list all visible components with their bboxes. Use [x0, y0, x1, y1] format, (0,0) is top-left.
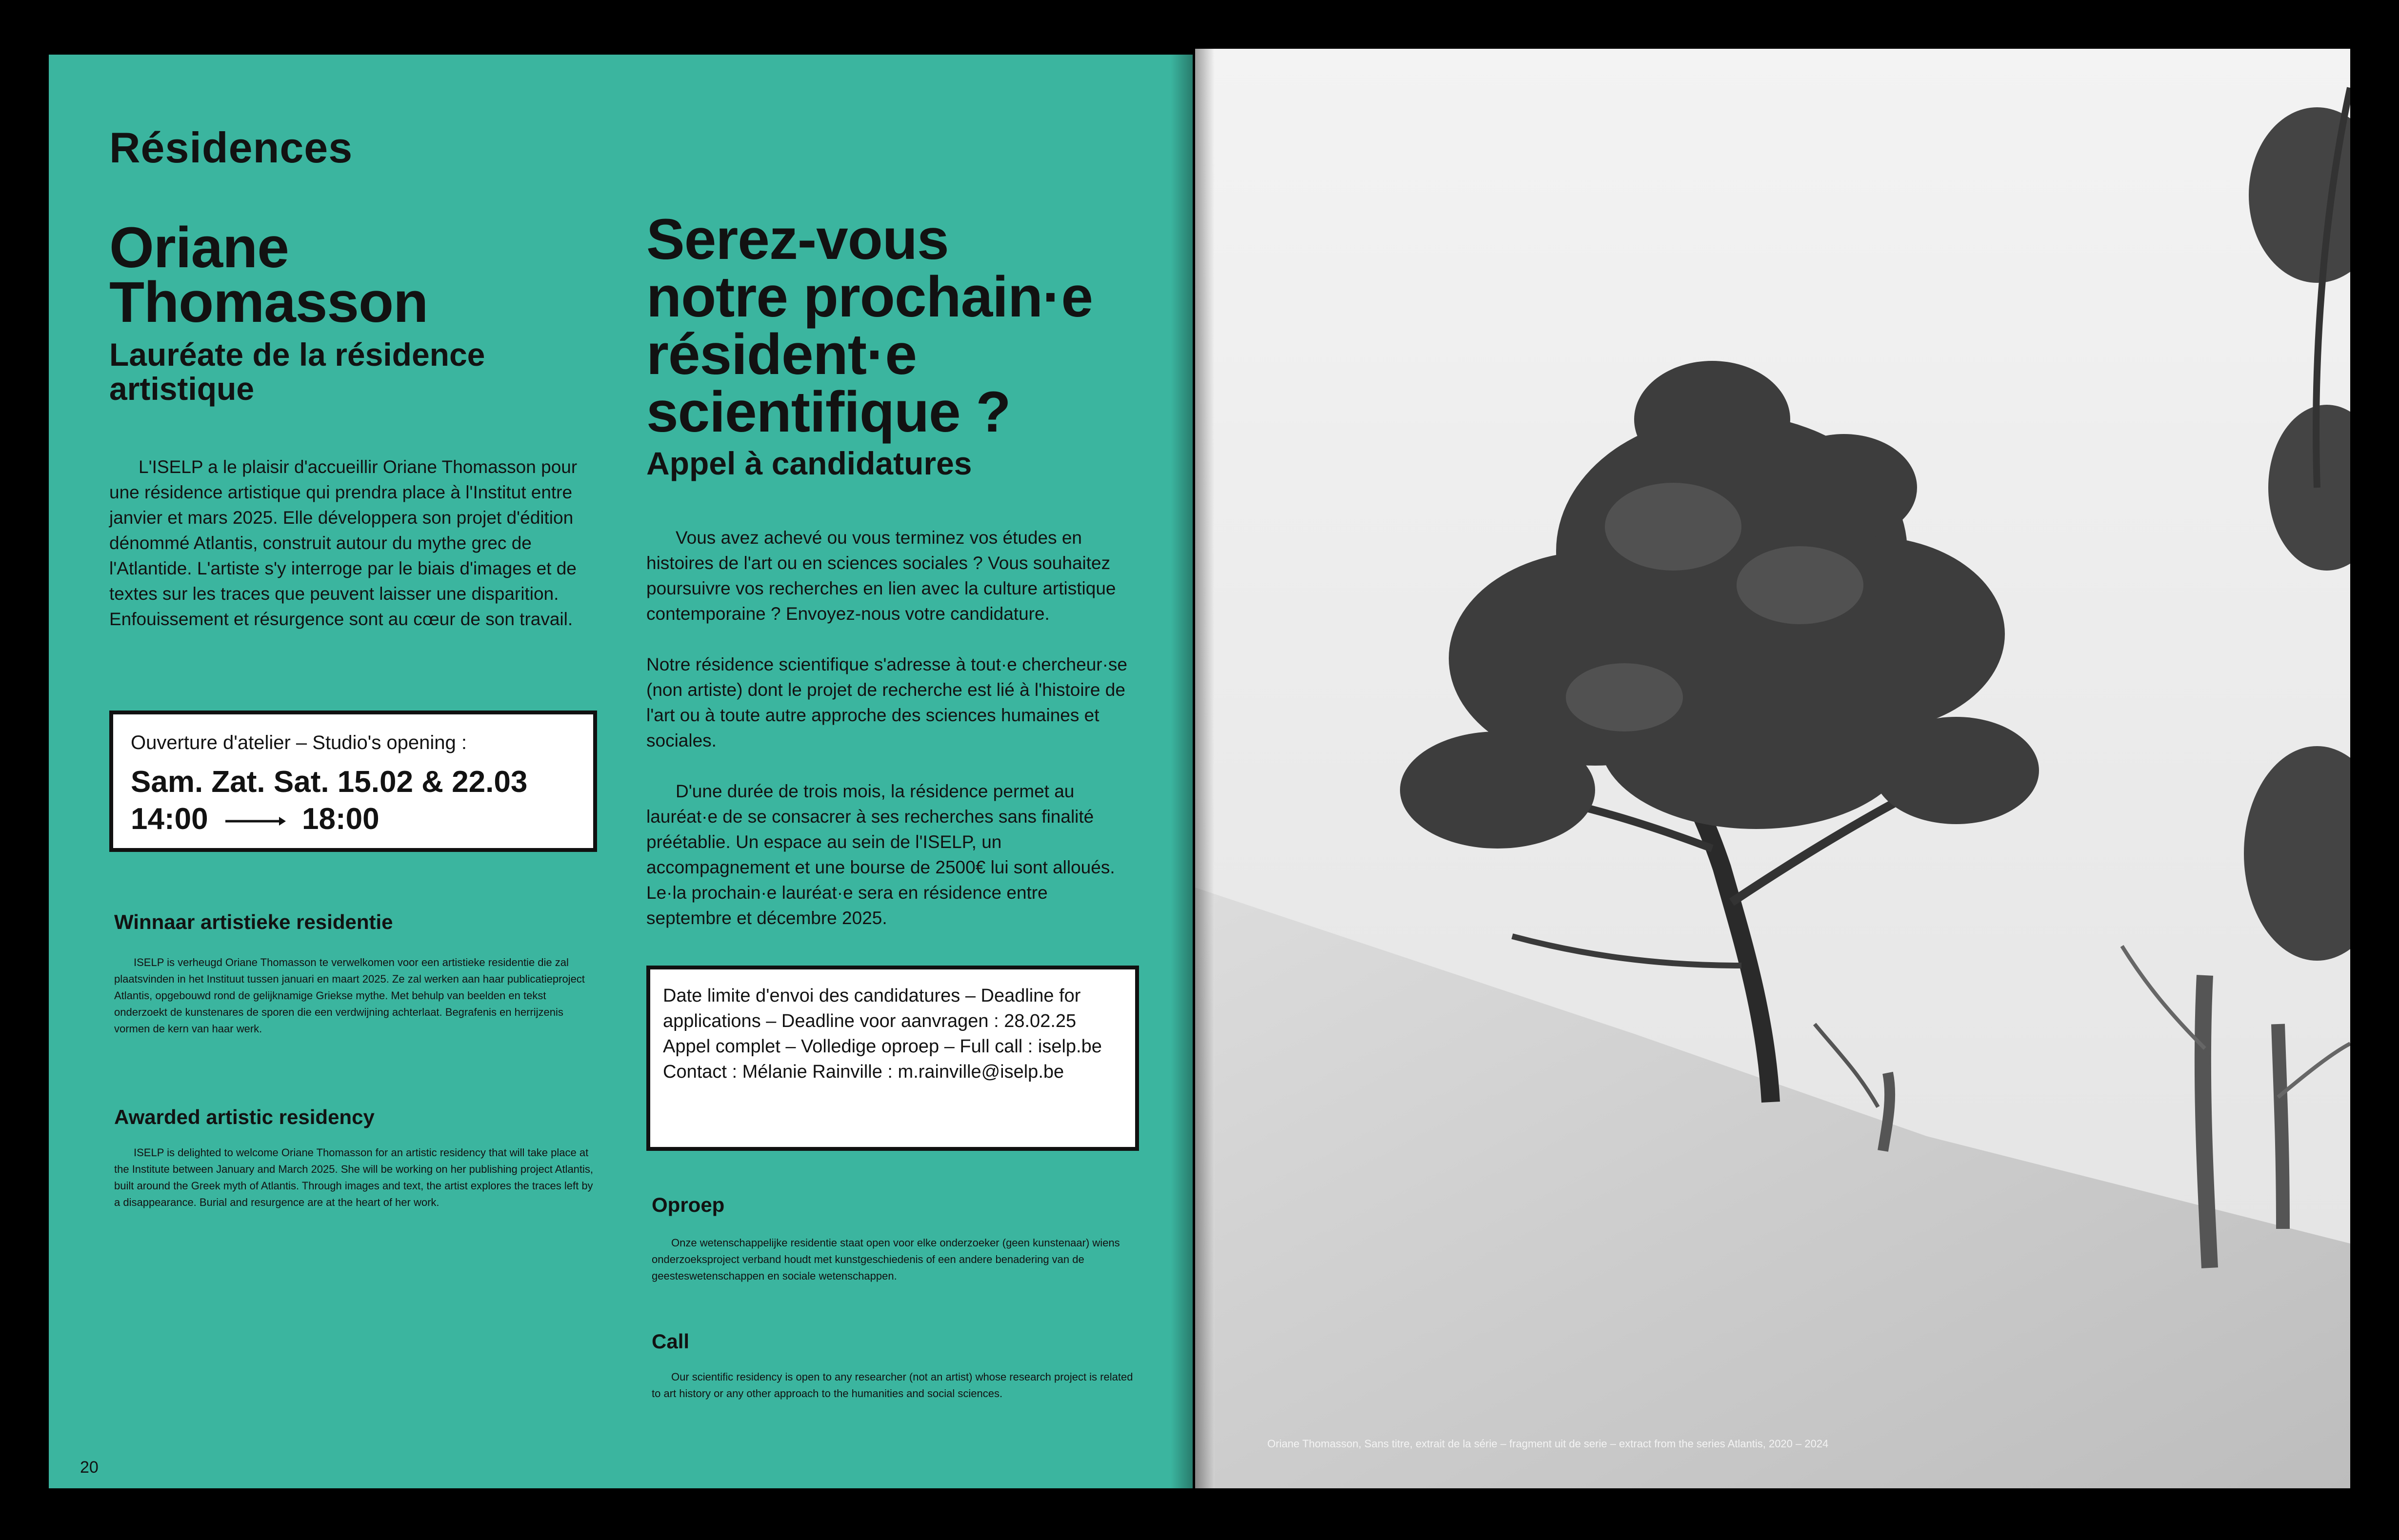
artist-name: [109, 216, 428, 335]
call-paragraph-3: D'une durée de trois mois, la résidence permet au lauréat·e de se consacrer à ses recherches sans finalité préétablie. Un espace au sein de l'ISELP, un accompagnement et une bourse de 2500€ lui sont alloués. Le·la prochain·e lauréat·e sera en résidence entre septembre et décembre 2025.: [646, 781, 1115, 928]
oproep-text: [652, 1235, 1135, 1284]
right-page-photo: [1195, 49, 2350, 1488]
call-title-line3: résident·e: [646, 322, 917, 387]
deadline-text: Date limite d'envoi des candidatures – Deadline for applications – Deadline voor aanvragen : 28.02.25: [663, 986, 1081, 1031]
call-body: [646, 525, 1134, 956]
call-heading-en: Call: [652, 1330, 690, 1353]
oproep-paragraph: Onze wetenschappelijke residentie staat open voor elke onderzoeker (geen kunstenaar) wiens onderzoeksproject verband houdt met kunstgeschiedenis of een andere benadering van de geesteswetenschappen en sociale wetenschappen.: [652, 1237, 1120, 1282]
studio-opening-label: Ouverture d'atelier – Studio's opening :: [131, 732, 467, 753]
page-number: 20: [80, 1458, 99, 1477]
studio-opening-dates: Sam. Zat. Sat. 15.02 & 22.03: [131, 765, 528, 799]
call-subtitle: Appel à candidatures: [646, 445, 972, 481]
en-heading: Awarded artistic residency: [114, 1106, 375, 1128]
nl-heading: Winnaar artistieke residentie: [114, 910, 393, 933]
call-title: [646, 207, 1183, 444]
call-paragraph-en: Our scientific residency is open to any researcher (not an artist) whose research project is related to art history or any other approach to the humanities and social sciences.: [652, 1371, 1133, 1400]
artist-subtitle: Lauréate de la résidence artistique: [109, 336, 485, 407]
time-end: 18:00: [302, 802, 380, 836]
nl-text: [114, 954, 597, 1037]
full-call-text: Appel complet – Volledige oproep – Full call : iselp.be: [663, 1036, 1102, 1057]
arrow-right-icon: [223, 814, 287, 829]
time-start: 14:00: [131, 802, 208, 836]
photo-caption: Oriane Thomasson, Sans titre, extrait de la série – fragment uit de serie – extract from the series Atlantis, 2020 – 2024: [1267, 1438, 1829, 1450]
studio-opening-time: [131, 801, 576, 838]
left-page: [49, 55, 1193, 1488]
en-paragraph: ISELP is delighted to welcome Oriane Thomasson for an artistic residency that will take place at the Institute between January and March 2025. She will be working on her publishing project Atlantis, built around the Greek myth of Atlantis. Through images and text, the artist explores the traces left by a disappearance. Burial and resurgence are at the heart of her work.: [114, 1146, 594, 1208]
call-title-line2: notre prochain·e: [646, 265, 1093, 329]
en-text: [114, 1145, 597, 1211]
section-label: Résidences: [109, 123, 353, 172]
call-paragraph-2: Notre résidence scientifique s'adresse à tout·e chercheur·se (non artiste) dont le projet de recherche est lié à l'histoire de l'art ou à toute autre approche des sciences humaines et sociales.: [646, 654, 1128, 750]
call-text-en: [652, 1369, 1135, 1402]
deadline-box: [646, 966, 1139, 1151]
nl-paragraph: ISELP is verheugd Oriane Thomasson te verwelkomen voor een artistieke residentie die zal plaatsvinden in het Instituut tussen januari en maart 2025. Ze zal werken aan haar publicatieproject Atlantis, opgebouwd rond de gelijknamige Griekse mythe. Met behulp van beelden en tekst onderzoekt de kunstenares de sporen die een verdwijning achterlaat. Begrafenis en herrijzenis vormen de kern van haar werk.: [114, 956, 585, 1035]
call-paragraph-1: Vous avez achevé ou vous terminez vos études en histoires de l'art ou en sciences sociales ? Vous souhaitez poursuivre vos recherches en lien avec la culture artistique contemporaine ? Envoyez-nous votre candidature.: [646, 528, 1116, 624]
oproep-heading: Oproep: [652, 1193, 725, 1216]
intro-text-fr: [109, 454, 597, 632]
call-title-line4: scientifique ?: [646, 380, 1011, 444]
artist-name-line2: Thomasson: [109, 270, 428, 335]
call-title-line1: Serez-vous: [646, 207, 949, 272]
intro-paragraph: L'ISELP a le plaisir d'accueillir Oriane Thomasson pour une résidence artistique qui prendra place à l'Institut entre janvier et mars 2025. Elle développera son projet d'édition dénommé Atlantis, construit autour du mythe grec de l'Atlantide. L'artiste s'y interroge par le biais d'images et de textes sur les traces que peuvent laisser une disparition. Enfouissement et résurgence sont au cœur de son travail.: [109, 457, 578, 629]
photograph-dune-pines: [1195, 49, 2350, 1488]
contact-text: Contact : Mélanie Rainville : m.rainville@iselp.be: [663, 1062, 1064, 1082]
artist-name-line1: Oriane: [109, 216, 289, 280]
studio-opening-box: [109, 711, 597, 852]
